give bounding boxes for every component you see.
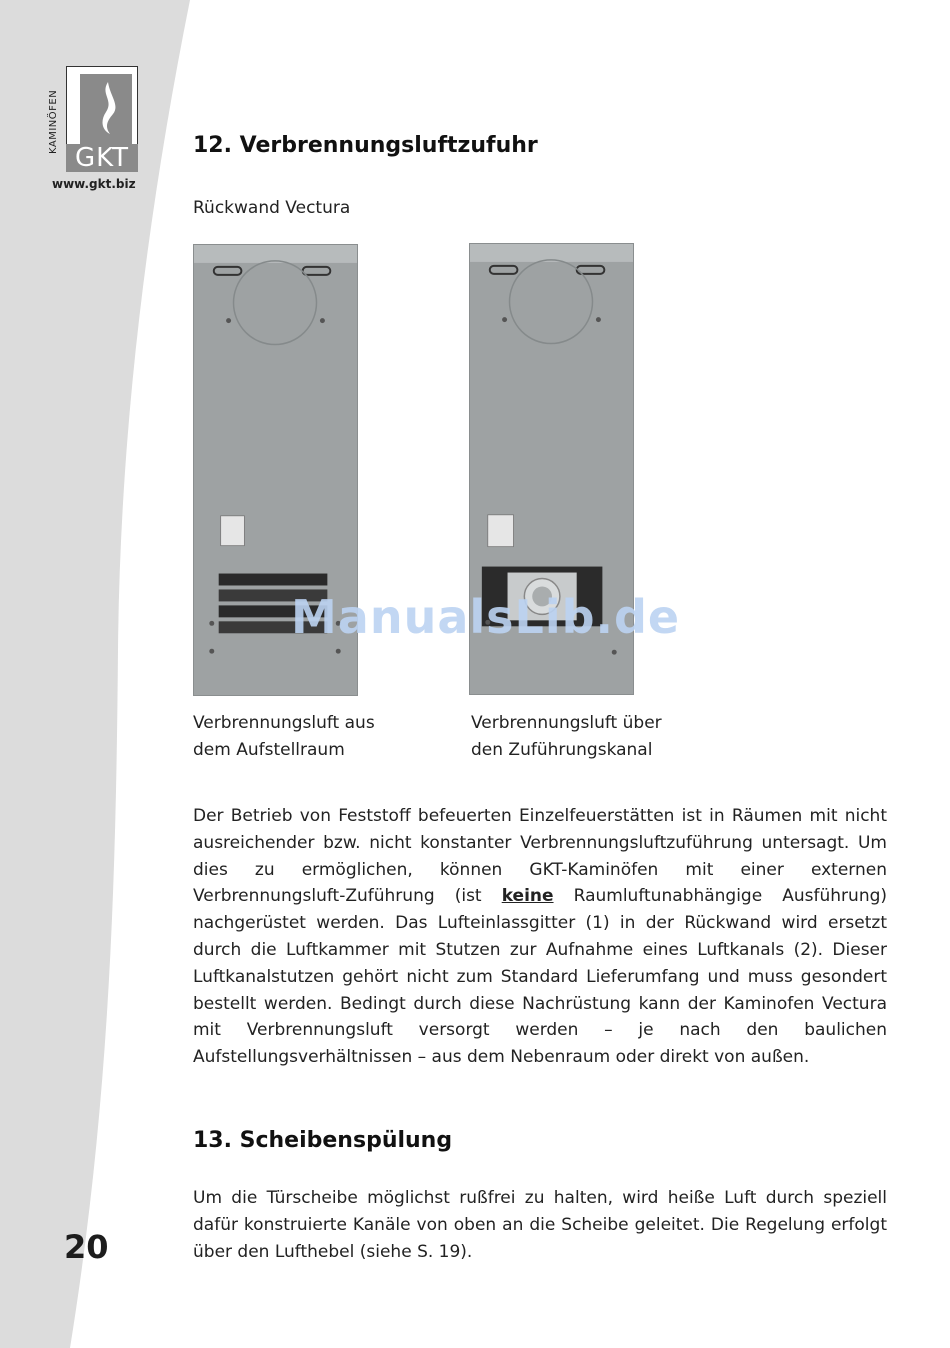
caption-left-line2: dem Aufstellraum — [193, 740, 345, 760]
watermark: ManualsLib.de — [291, 590, 681, 644]
section-12-heading: 12. Verbrennungsluftzufuhr — [193, 133, 538, 158]
page-number: 20 — [64, 1228, 109, 1266]
logo-letters: GKT — [66, 144, 138, 172]
brand-url[interactable]: www.gkt.biz — [52, 177, 136, 191]
paragraph-text-before: Der Betrieb von Feststoff befeuerten Einzelfeuerstätten ist in Räumen mit nicht ausreichender bzw. nicht konstanter Verbrennungsluftzuführung untersagt. Um dies zu ermöglichen, können GKT-Kaminöfen mit einer externen Verbrennungsluft-Zuführung (ist — [193, 806, 887, 907]
paragraph-emphasis: keine — [501, 886, 554, 907]
section-12-paragraph — [193, 803, 887, 1071]
paragraph-text-after: Raumluftunabhängige Ausführung) nachgerüstet werden. Das Lufteinlassgitter (1) in der Rückwand wird ersetzt durch die Luftkammer mit Stutzen zur Aufnahme eines Luftkanals (2). Dieser Luftkanalstutzen gehört nicht zum Standard Lieferumfang und muss gesondert bestellt werden. Bedingt durch diese Nachrüstung kann der Kaminofen Vectura mit Verbrennungsluft versorgt werden – je nach den baulichen Aufstellungsverhältnissen – aus dem Nebenraum oder direkt von außen. — [193, 886, 888, 1068]
section-13-heading: 13. Scheibenspülung — [193, 1128, 453, 1153]
photo-caption-left — [193, 710, 375, 764]
caption-left-line1: Verbrennungsluft aus — [193, 713, 375, 733]
flame-icon — [80, 74, 132, 146]
caption-right-line1: Verbrennungsluft über — [471, 713, 662, 733]
section-12-subtitle: Rückwand Vectura — [193, 198, 351, 218]
logo-side-text: KAMINÖFEN — [48, 89, 59, 154]
photo-caption-right — [471, 710, 662, 764]
side-band — [0, 0, 200, 1348]
logo-flame-panel — [80, 74, 132, 146]
gkt-logo — [48, 66, 144, 176]
section-13-paragraph: Um die Türscheibe möglichst rußfrei zu halten, wird heiße Luft durch speziell dafür konstruierte Kanäle von oben an die Scheibe geleitet. Die Regelung erfolgt über den Lufthebel (siehe S. 19). — [193, 1188, 887, 1262]
caption-right-line2: den Zuführungskanal — [471, 740, 653, 760]
